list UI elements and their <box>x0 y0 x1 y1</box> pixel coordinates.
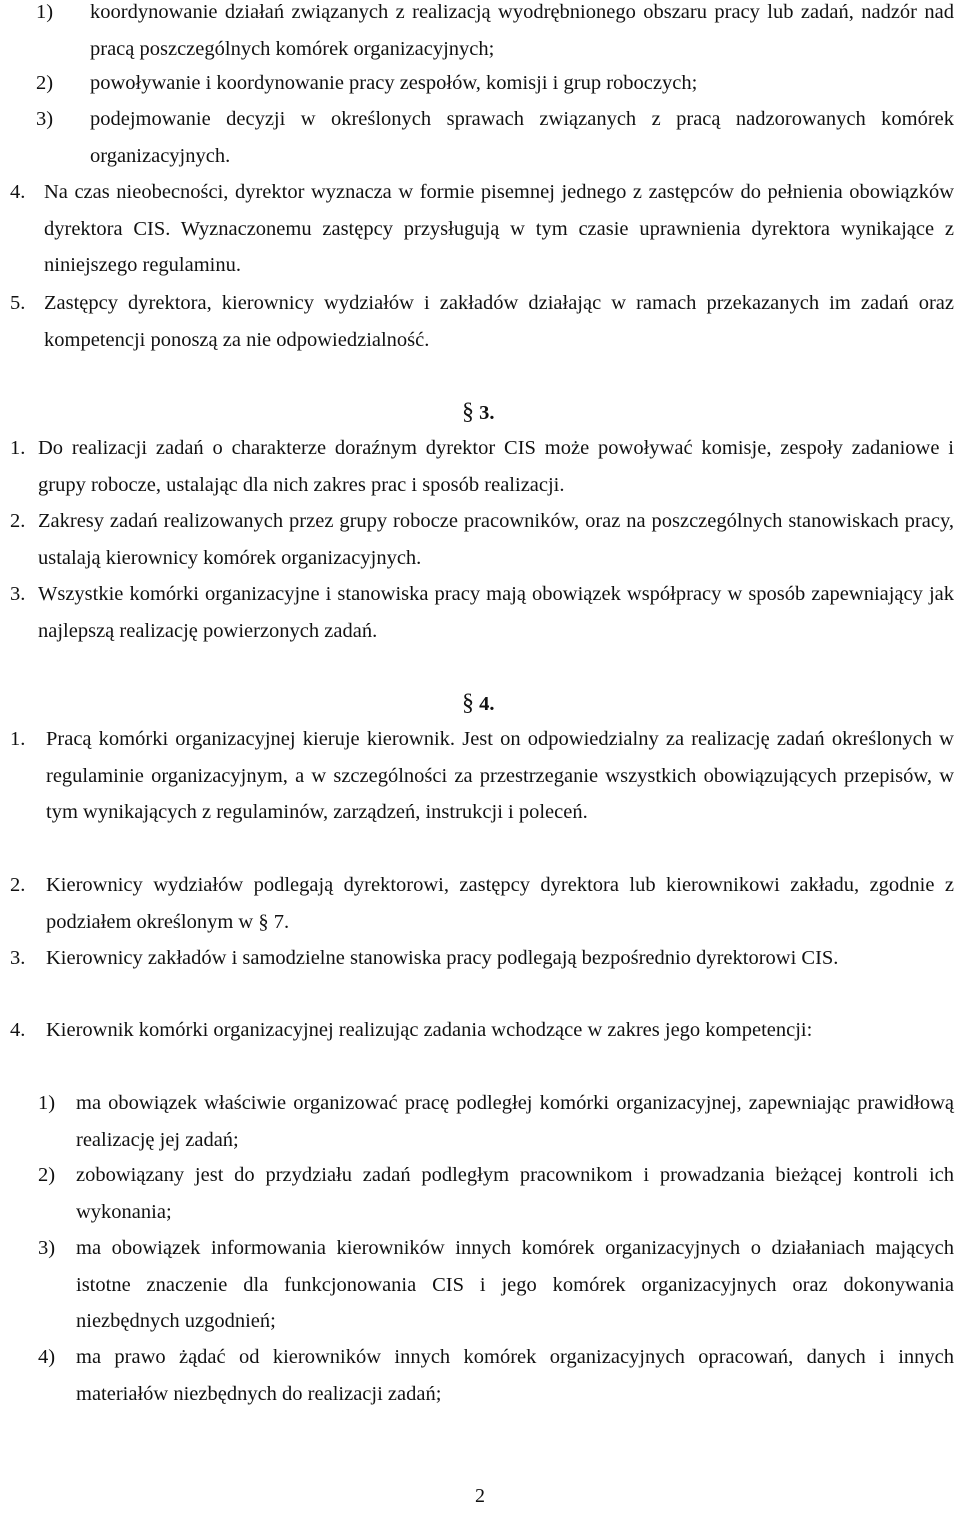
numbered-point <box>10 174 954 284</box>
point-text: Wszystkie komórki organizacyjne i stanowiska pracy mają obowiązek współpracy w sposób zapewniający jak najlepszą realizację powierzonych zadań. <box>38 583 954 642</box>
numbered-point <box>10 430 954 503</box>
point-number: 3. <box>10 583 26 605</box>
list-item-number: 1) <box>38 1092 56 1114</box>
list-item-text: powoływanie i koordynowanie pracy zespołów, komisji i grup roboczych; <box>90 72 698 94</box>
list-item <box>36 0 954 67</box>
numbered-point <box>10 503 954 576</box>
numbered-point <box>10 721 954 831</box>
point-number: 4. <box>10 1019 26 1041</box>
list-item <box>38 1339 954 1412</box>
list-item-number: 3) <box>36 108 54 130</box>
list-item <box>36 65 954 102</box>
point-number: 5. <box>10 292 26 314</box>
list-item-text: koordynowanie działań związanych z realizacją wyodrębnionego obszaru pracy lub zadań, nadzór nad pracą poszczególnych komórek organizacyjnych; <box>90 1 954 60</box>
list-item-number: 3) <box>38 1237 56 1259</box>
point-text: Zastępcy dyrektora, kierownicy wydziałów i zakładów działając w ramach przekazanych im zadań oraz kompetencji ponoszą za nie odpowiedzialność. <box>44 292 954 351</box>
page-number: 2 <box>475 1485 485 1507</box>
point-text: Na czas nieobecności, dyrektor wyznacza w formie pisemnej jednego z zastępców do pełnienia obowiązków dyrektora CIS. Wyznaczonemu zastępcy przysługują w tym czasie uprawnienia dyrektora wynikające z niniejszego regulaminu. <box>44 181 954 276</box>
list-item-number: 4) <box>38 1346 56 1368</box>
list-item <box>38 1157 954 1230</box>
point-text: Do realizacji zadań o charakterze doraźnym dyrektor CIS może powoływać komisje, zespoły zadaniowe i grupy robocze, ustalając dla nich zakres prac i sposób realizacji. <box>38 437 954 496</box>
point-number: 2. <box>10 510 26 532</box>
numbered-point <box>10 1012 954 1049</box>
point-number: 2. <box>10 874 26 896</box>
point-number: 3. <box>10 947 26 969</box>
section-heading-3 <box>462 394 495 432</box>
point-number: 1. <box>10 728 26 750</box>
section-heading-4 <box>462 685 495 723</box>
paragraph-symbol: § <box>462 399 474 425</box>
point-number: 4. <box>10 181 26 203</box>
list-item <box>36 101 954 174</box>
section-number: 3. <box>479 402 495 424</box>
numbered-point <box>10 576 954 649</box>
numbered-point <box>10 867 954 940</box>
list-item-text: podejmowanie decyzji w określonych sprawach związanych z pracą nadzorowanych komórek organizacyjnych. <box>90 108 954 167</box>
section-number: 4. <box>479 693 495 715</box>
list-item-text: ma obowiązek właściwie organizować pracę podległej komórki organizacyjnej, zapewniając prawidłową realizację jej zadań; <box>76 1092 954 1151</box>
list-item-number: 2) <box>38 1164 56 1186</box>
list-item-text: zobowiązany jest do przydziału zadań podległym pracownikom i prowadzania bieżącej kontroli ich wykonania; <box>76 1164 954 1223</box>
paragraph-symbol: § <box>462 690 474 716</box>
point-text: Kierownik komórki organizacyjnej realizując zadania wchodzące w zakres jego kompetencji: <box>46 1019 813 1041</box>
point-number: 1. <box>10 437 26 459</box>
point-text: Kierownicy zakładów i samodzielne stanowiska pracy podlegają bezpośrednio dyrektorowi CIS. <box>46 947 839 969</box>
numbered-point <box>10 940 954 977</box>
point-text: Zakresy zadań realizowanych przez grupy robocze pracowników, oraz na poszczególnych stanowiskach pracy, ustalają kierownicy komórek organizacyjnych. <box>38 510 954 569</box>
numbered-point <box>10 285 954 358</box>
point-text: Pracą komórki organizacyjnej kieruje kierownik. Jest on odpowiedzialny za realizację zadań określonych w regulaminie organizacyjnym, a w szczególności za przestrzeganie wszystkich obowiązujących przepisów, w tym wynikających z regulaminów, zarządzeń, instrukcji i poleceń. <box>46 728 954 823</box>
list-item <box>38 1085 954 1158</box>
list-item-number: 1) <box>36 1 54 23</box>
list-item <box>38 1230 954 1340</box>
list-item-text: ma prawo żądać od kierowników innych komórek organizacyjnych opracowań, danych i innych materiałów niezbędnych do realizacji zadań; <box>76 1346 954 1405</box>
list-item-number: 2) <box>36 72 54 94</box>
list-item-text: ma obowiązek informowania kierowników innych komórek organizacyjnych o działaniach mających istotne znaczenie dla funkcjonowania CIS i jego komórek organizacyjnych oraz dokonywania niezbędnych uzgodnień; <box>76 1237 954 1332</box>
point-text: Kierownicy wydziałów podlegają dyrektorowi, zastępcy dyrektora lub kierownikowi zakładu, zgodnie z podziałem określonym w § 7. <box>46 874 954 933</box>
